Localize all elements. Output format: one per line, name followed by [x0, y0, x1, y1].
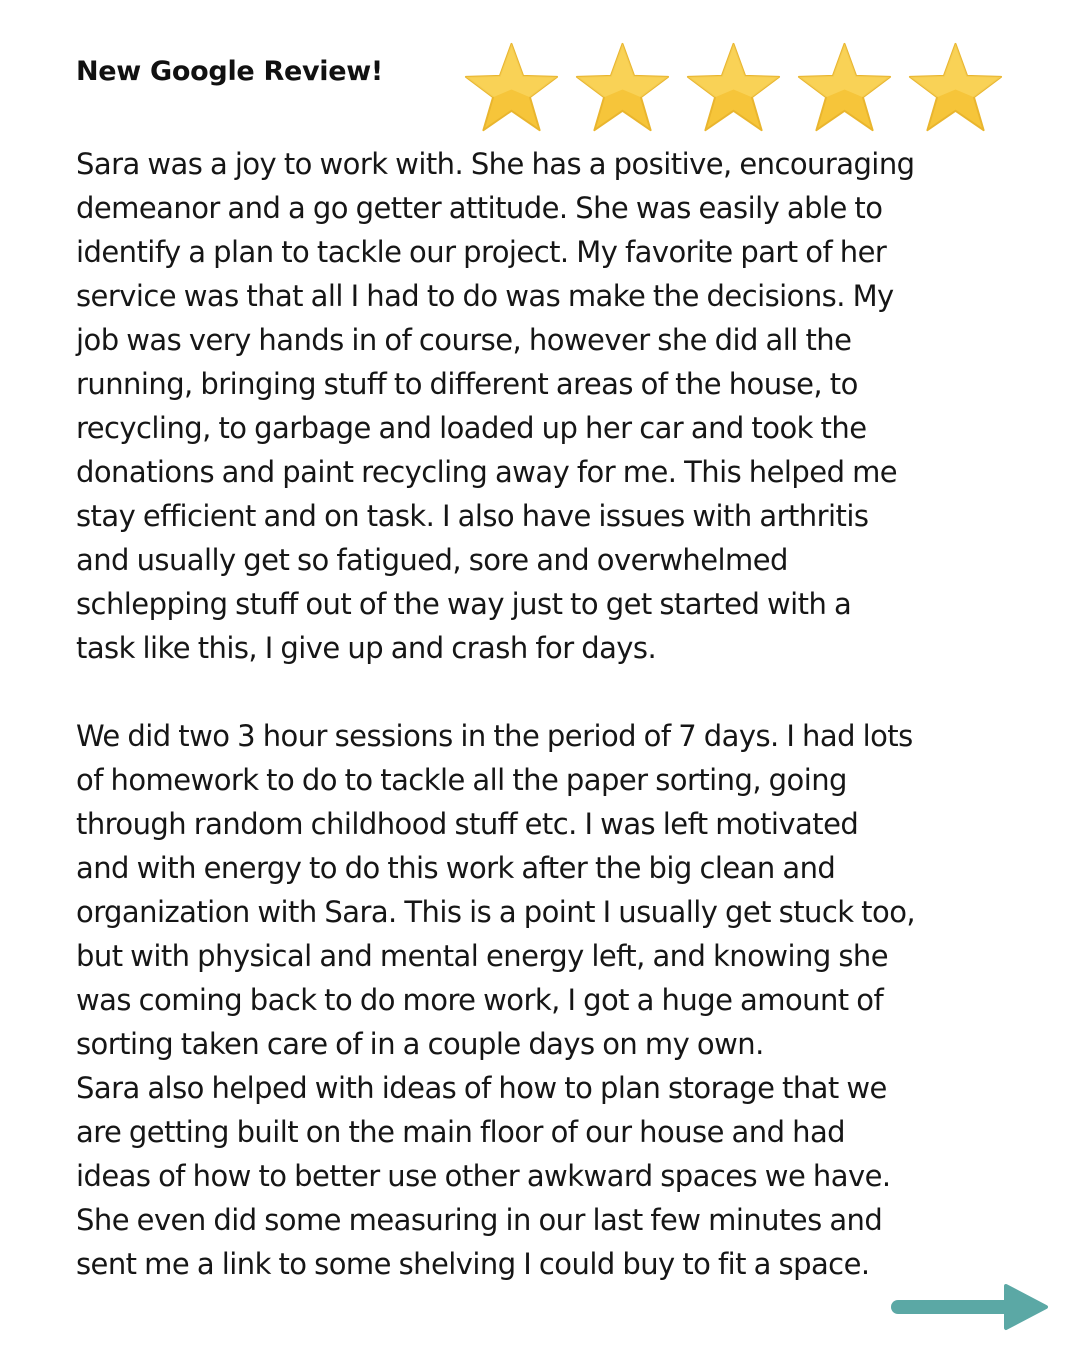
review-line: sent me a link to some shelving I could buy to fit a space.	[76, 1247, 870, 1281]
review-line: job was very hands in of course, however she did all the	[76, 323, 852, 357]
review-line: and with energy to do this work after the big clean and	[76, 851, 836, 885]
review-line: of homework to do to tackle all the paper sorting, going	[76, 763, 847, 797]
review-line: organization with Sara. This is a point I usually get stuck too,	[76, 895, 916, 929]
review-line: demeanor and a go getter attitude. She was easily able to	[76, 191, 883, 225]
review-line: recycling, to garbage and loaded up her car and took the	[76, 411, 867, 445]
review-line: schlepping stuff out of the way just to get started with a	[76, 587, 852, 621]
review-line: identify a plan to tackle our project. My favorite part of her	[76, 235, 887, 269]
star-icon	[907, 40, 1004, 135]
paragraph-gap	[76, 670, 1006, 714]
review-line: but with physical and mental energy left, and knowing she	[76, 939, 889, 973]
review-line: Sara also helped with ideas of how to plan storage that we	[76, 1071, 887, 1105]
review-line: are getting built on the main floor of our house and had	[76, 1115, 846, 1149]
review-line: was coming back to do more work, I got a huge amount of	[76, 983, 884, 1017]
review-title: New Google Review!	[76, 56, 383, 87]
review-line: and usually get so fatigued, sore and overwhelmed	[76, 543, 788, 577]
star-icon	[463, 40, 560, 135]
review-paragraph-1	[76, 142, 1006, 670]
review-line: running, bringing stuff to different areas of the house, to	[76, 367, 858, 401]
review-paragraph-2	[76, 714, 1006, 1286]
review-line: Sara was a joy to work with. She has a positive, encouraging	[76, 147, 915, 181]
review-line: service was that all I had to do was make the decisions. My	[76, 279, 894, 313]
review-line: stay efficient and on task. I also have issues with arthritis	[76, 499, 869, 533]
review-line: through random childhood stuff etc. I was left motivated	[76, 807, 859, 841]
review-text	[76, 142, 1006, 1286]
review-line: sorting taken care of in a couple days on my own.	[76, 1027, 764, 1061]
review-line: We did two 3 hour sessions in the period of 7 days. I had lots	[76, 719, 913, 753]
review-line: donations and paint recycling away for me. This helped me	[76, 455, 898, 489]
review-line: ideas of how to better use other awkward spaces we have.	[76, 1159, 891, 1193]
star-icon	[574, 40, 671, 135]
star-rating	[463, 40, 1008, 135]
arrow-right-icon[interactable]	[888, 1282, 1050, 1332]
star-icon	[796, 40, 893, 135]
star-icon	[685, 40, 782, 135]
review-line: task like this, I give up and crash for days.	[76, 631, 657, 665]
review-line: She even did some measuring in our last few minutes and	[76, 1203, 883, 1237]
